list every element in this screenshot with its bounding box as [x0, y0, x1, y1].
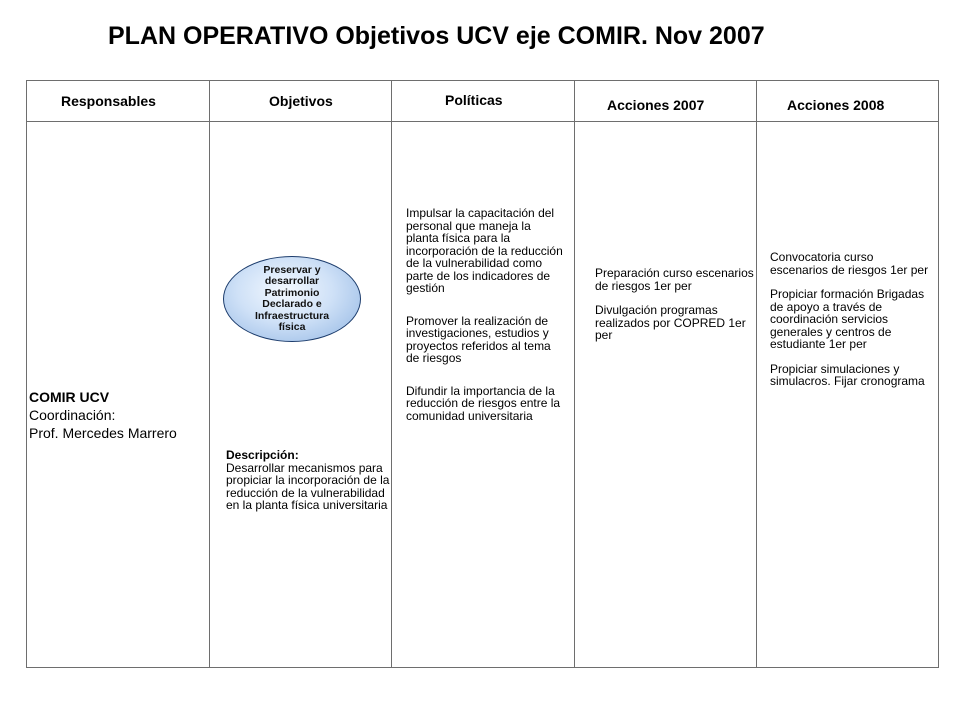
plan-table: [26, 80, 939, 668]
accion-2007-item: Preparación curso escenarios de riesgos 1er per: [595, 266, 754, 293]
column-divider: [574, 81, 575, 667]
responsable-person: Prof. Mercedes Marrero: [29, 425, 177, 441]
acciones-2008-cell: [770, 251, 930, 400]
page-title: PLAN OPERATIVO Objetivos UCV eje COMIR. Nov 2007: [108, 22, 765, 50]
accion-2008-item: Propiciar simulaciones y simulacros. Fijar cronograma: [770, 361, 925, 388]
header-acciones-2007: Acciones 2007: [607, 97, 705, 113]
objective-ellipse: [223, 256, 361, 342]
accion-2008-item: Convocatoria curso escenarios de riesgos 1er per: [770, 250, 929, 277]
header-acciones-2008: Acciones 2008: [787, 97, 885, 113]
responsable-role: Coordinación:: [29, 407, 116, 423]
accion-2007-item: Divulgación programas realizados por COPRED 1er per: [595, 303, 746, 342]
description-text: Desarrollar mecanismos para propiciar la incorporación de la reducción de la vulnerabilidad en la planta física universitaria: [226, 460, 390, 512]
responsable-org: COMIR UCV: [29, 389, 110, 405]
politica-item: Impulsar la capacitación del personal que maneja la planta física para la incorporación de la reducción de la vulnerabilidad como parte de los indicadores de gestión: [406, 206, 563, 295]
politica-item: Difundir la importancia de la reducción de riesgos entre la comunidad universitaria: [406, 383, 561, 423]
responsables-cell: [29, 388, 207, 442]
acciones-2007-cell: [595, 267, 755, 354]
header-responsables: Responsables: [61, 93, 156, 109]
column-divider: [209, 81, 210, 667]
header-divider: [27, 121, 938, 122]
header-politicas: Políticas: [445, 92, 503, 108]
column-divider: [756, 81, 757, 667]
objective-description: [226, 449, 396, 512]
politicas-cell: [406, 207, 566, 434]
politica-item: Promover la realización de investigaciones, estudios y proyectos referidos al tema de riesgos: [406, 313, 551, 365]
objective-ellipse-text: Preservar y desarrollar Patrimonio Declarado e Infraestructura física: [254, 263, 330, 333]
column-divider: [391, 81, 392, 667]
description-label: Descripción:: [226, 448, 299, 462]
header-objetivos: Objetivos: [269, 93, 333, 109]
accion-2008-item: Propiciar formación Brigadas de apoyo a través de coordinación servicios generales y centros de estudiante 1er per: [770, 287, 925, 351]
